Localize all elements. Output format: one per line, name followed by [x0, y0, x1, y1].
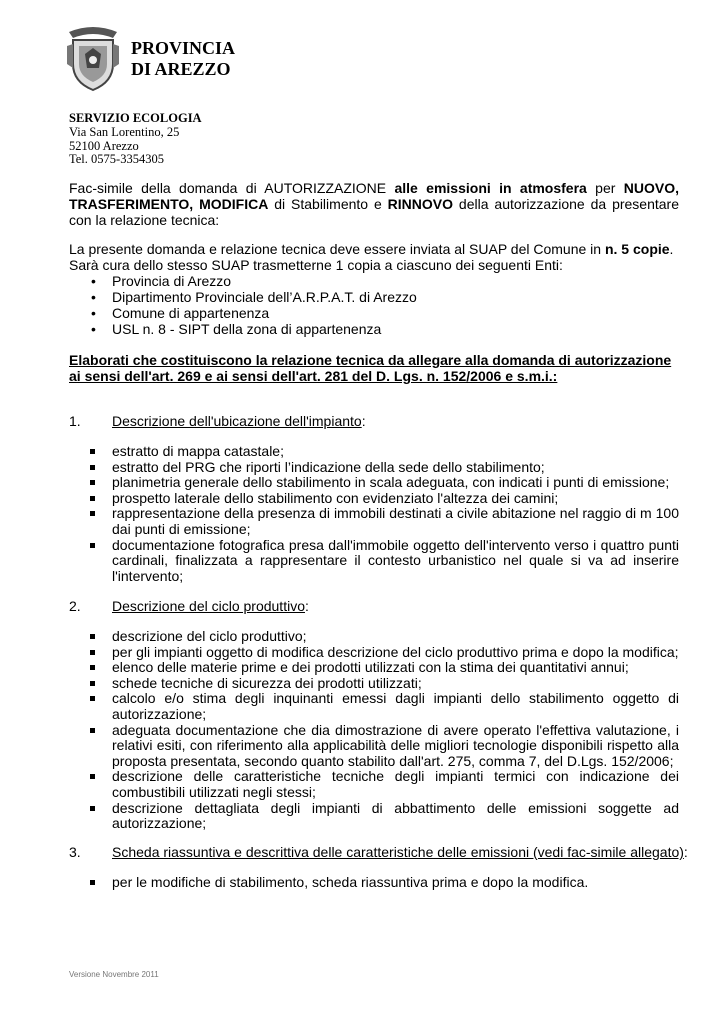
section-1-number: 1. [69, 413, 81, 429]
version-footer: Versione Novembre 2011 [69, 970, 159, 979]
list-item: prospetto laterale dello stabilimento con evidenziato l'altezza dei camini; [90, 491, 679, 507]
section-1-suffix: : [361, 413, 366, 429]
office-street: Via San Lorentino, 25 [69, 125, 180, 139]
list-item: descrizione dettagliata degli impianti di abbattimento delle emissioni soggette ad autorizzazione; [90, 801, 679, 832]
section-3-title [112, 844, 688, 860]
list-item: schede tecniche di sicurezza dei prodotti utilizzati; [90, 676, 679, 692]
province-title-line2: DI AREZZO [131, 59, 231, 79]
send-line1 [69, 241, 679, 257]
section-2-list [90, 629, 679, 832]
intro-text-c: per [586, 180, 624, 196]
intro-text-g: della autorizzazione da presentare con la relazione tecnica: [69, 196, 679, 228]
section-2-number: 2. [69, 598, 81, 614]
list-item: per gli impianti oggetto di modifica descrizione del ciclo produttivo prima e dopo la modifica; [90, 645, 679, 661]
list-item: adeguata documentazione che dia dimostrazione di avere operato l'effettiva valutazione, i relativi esiti, con riferimento alla applicabilità delle migliori tecnologie disponibili rispetto alla proposta presentata, secondo quanto stabilito dall'art. 275, comma 7, del D.Lgs. 152/2006; [90, 723, 679, 770]
province-coat-of-arms-icon [65, 24, 121, 92]
entities-list [69, 273, 679, 337]
send-copies: n. 5 copie [604, 241, 670, 257]
section-2-suffix: : [304, 598, 309, 614]
entity-item: • USL n. 8 - SIPT della zona di appartenenza [69, 321, 679, 337]
intro-text-a: Fac-simile della domanda di AUTORIZZAZIONE [69, 180, 395, 196]
list-item: descrizione delle caratteristiche tecniche degli impianti termici con indicazione dei combustibili utilizzati negli stessi; [90, 769, 679, 800]
section-1-title-text: Descrizione dell'ubicazione dell'impianto [112, 413, 362, 429]
section-1-list [90, 444, 679, 584]
intro-text-e: di Stabilimento e [268, 196, 388, 212]
send-line1-a: La presente domanda e relazione tecnica deve essere inviata al SUAP del Comune in [69, 241, 605, 257]
section-1-title [112, 413, 366, 429]
entity-item: • Provincia di Arezzo [69, 273, 679, 289]
intro-text-b: alle emissioni in atmosfera [394, 180, 587, 196]
office-city: 52100 Arezzo [69, 139, 139, 153]
section-3-title-text: Scheda riassuntiva e descrittiva delle caratteristiche delle emissioni (vedi fac-simile allegato) [112, 844, 684, 860]
entity-item: • Dipartimento Provinciale dell’A.R.P.A.T. di Arezzo [69, 289, 679, 305]
office-name: SERVIZIO ECOLOGIA [69, 111, 202, 125]
send-line2: Sarà cura dello stesso SUAP trasmetterne 1 copia a ciascuno dei seguenti Enti: [69, 257, 563, 273]
intro-text-f: RINNOVO [387, 196, 454, 212]
province-title-line1: PROVINCIA [131, 38, 236, 58]
send-paragraph [69, 241, 679, 337]
send-line1-c: . [669, 241, 674, 257]
documents-heading-line2: ai sensi dell'art. 269 e ai sensi dell'art. 281 del D. Lgs. n. 152/2006 e s.m.i.: [69, 368, 558, 384]
list-item: documentazione fotografica presa dall'immobile oggetto dell'intervento verso i quattro punti cardinali, finalizzata a rappresentare il contesto urbanistico nel quale si va ad inserire l'intervento; [90, 538, 679, 585]
section-3-list [90, 875, 679, 891]
list-item: calcolo e/o stima degli inquinanti emessi dagli impianti dello stabilimento oggetto di autorizzazione; [90, 691, 679, 722]
intro-paragraph [69, 180, 679, 228]
section-2-title [112, 598, 309, 614]
list-item: estratto di mappa catastale; [90, 444, 679, 460]
list-item: descrizione del ciclo produttivo; [90, 629, 679, 645]
section-3-suffix: : [683, 844, 688, 860]
entity-item: • Comune di appartenenza [69, 305, 679, 321]
list-item: per le modifiche di stabilimento, scheda riassuntiva prima e dopo la modifica. [90, 875, 679, 891]
office-tel: Tel. 0575-3354305 [69, 152, 164, 166]
documents-heading-line1: Elaborati che costituiscono la relazione tecnica da allegare alla domanda di autorizzazione [69, 352, 672, 368]
list-item: estratto del PRG che riporti l’indicazione della sede dello stabilimento; [90, 460, 679, 476]
section-2-title-text: Descrizione del ciclo produttivo [112, 598, 305, 614]
intro-text-d: NUOVO, TRASFERIMENTO, MODIFICA [69, 180, 679, 212]
list-item: planimetria generale dello stabilimento in scala adeguata, con indicati i punti di emissione; [90, 475, 679, 491]
list-item: rappresentazione della presenza di immobili destinati a civile abitazione nel raggio di m 100 dai punti di emissione; [90, 506, 679, 537]
section-3-number: 3. [69, 844, 81, 860]
list-item: elenco delle materie prime e dei prodotti utilizzati con la stima dei quantitativi annui; [90, 660, 679, 676]
documents-heading [69, 352, 679, 384]
